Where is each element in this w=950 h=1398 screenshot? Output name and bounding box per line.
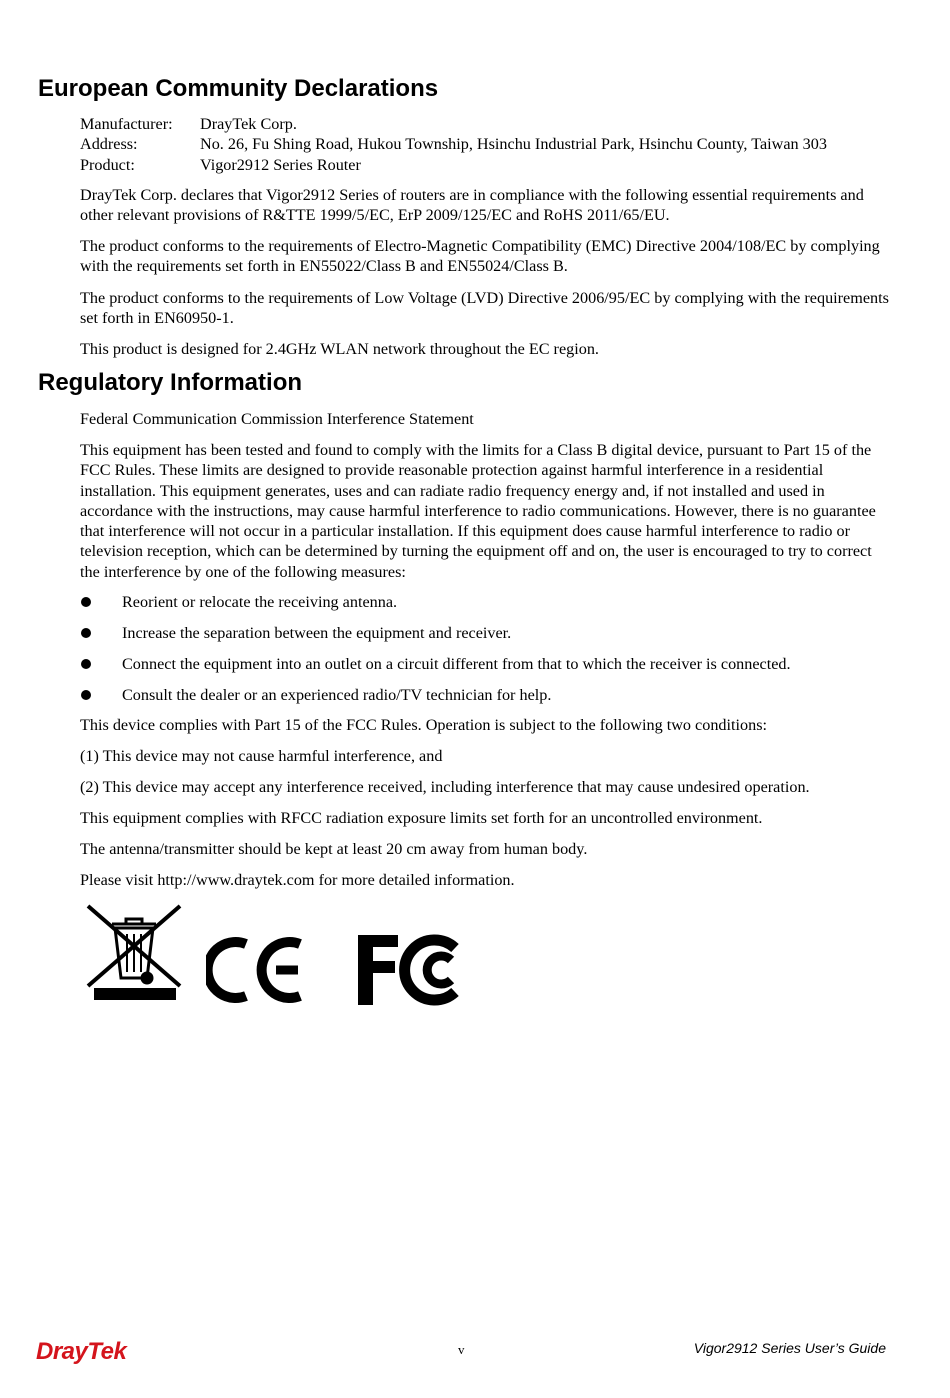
eu-paragraph-4: This product is designed for 2.4GHz WLAN network throughout the EC region. (80, 340, 599, 358)
bullet-item: Reorient or relocate the receiving antenna. (122, 593, 398, 611)
bullet-dot-icon (81, 690, 91, 700)
fcc-paragraph-4: (2) This device may accept any interference received, including interference that may cause undesired operation. (80, 778, 810, 796)
page-number: v (458, 1342, 465, 1357)
bullet-dot-icon (81, 628, 91, 638)
footer-guide-title: Vigor2912 Series User’s Guide (693, 1340, 886, 1356)
manufacturer-label: Manufacturer: (80, 115, 173, 133)
fcc-paragraph-6: The antenna/transmitter should be kept at least 20 cm away from human body. (80, 840, 588, 858)
fcc-paragraph-1: This equipment has been tested and found to comply with the limits for a Class B digital device, pursuant to Part 15 of the FCC Rules. These limits are designed to provide reasonable protection against harmful interference in a residential installation. This equipment generates, uses and can radiate radio frequency energy and, if not installed and used in accordance with the instructions, may cause harmful interference to radio communications. However, there is no guarantee that interference will not occur in a particular installation. If this equipment does cause harmful interference to radio or television reception, which can be determined by turning the equipment off and on, the user is encouraged to try to correct the interference by one of the following measures: (80, 441, 876, 581)
eu-paragraph-2: The product conforms to the requirements of Electro-Magnetic Compatibility (EMC) Directive 2004/108/EC by complying with the requirements set forth in EN55022/Class B and EN55024/Class B. (80, 237, 880, 276)
fcc-statement-title: Federal Communication Commission Interference Statement (80, 410, 474, 428)
product-value: Vigor2912 Series Router (200, 156, 361, 174)
bullet-item: Connect the equipment into an outlet on a circuit different from that to which the receiver is connected. (122, 655, 791, 673)
product-row (80, 155, 361, 176)
section-title-regulatory: Regulatory Information (38, 369, 303, 396)
section-title-eu: European Community Declarations (38, 75, 439, 102)
manufacturer-value: DrayTek Corp. (200, 115, 297, 133)
fcc-paragraph-3: (1) This device may not cause harmful interference, and (80, 747, 443, 765)
address-row (80, 134, 827, 155)
product-label: Product: (80, 156, 135, 174)
address-label: Address: (80, 135, 138, 153)
ce-mark-icon (206, 934, 306, 1004)
address-value: No. 26, Fu Shing Road, Hukou Township, Hsinchu Industrial Park, Hsinchu County, Taiwan 303 (200, 135, 827, 153)
footer-brand-logo: DrayTek (36, 1338, 127, 1365)
fcc-paragraph-5: This equipment complies with RFCC radiation exposure limits set forth for an uncontrolled environment. (80, 809, 763, 827)
eu-paragraph-1: DrayTek Corp. declares that Vigor2912 Series of routers are in compliance with the following essential requirements and other relevant provisions of R&TTE 1999/5/EC, ErP 2009/125/EC and RoHS 2011/65/EU. (80, 186, 864, 225)
bullet-item: Increase the separation between the equipment and receiver. (122, 624, 512, 642)
bullet-dot-icon (81, 659, 91, 669)
bullet-dot-icon (81, 597, 91, 607)
manufacturer-row (80, 114, 297, 135)
fcc-paragraph-2: This device complies with Part 15 of the FCC Rules. Operation is subject to the following two conditions: (80, 716, 767, 734)
eu-paragraph-3: The product conforms to the requirements of Low Voltage (LVD) Directive 2006/95/EC by complying with the requirements set forth in EN60950-1. (80, 289, 889, 328)
bullet-item: Consult the dealer or an experienced radio/TV technician for help. (122, 686, 552, 704)
weee-bin-icon (84, 902, 184, 1006)
fcc-paragraph-7: Please visit http://www.draytek.com for more detailed information. (80, 871, 515, 889)
fcc-mark-icon (355, 932, 460, 1008)
